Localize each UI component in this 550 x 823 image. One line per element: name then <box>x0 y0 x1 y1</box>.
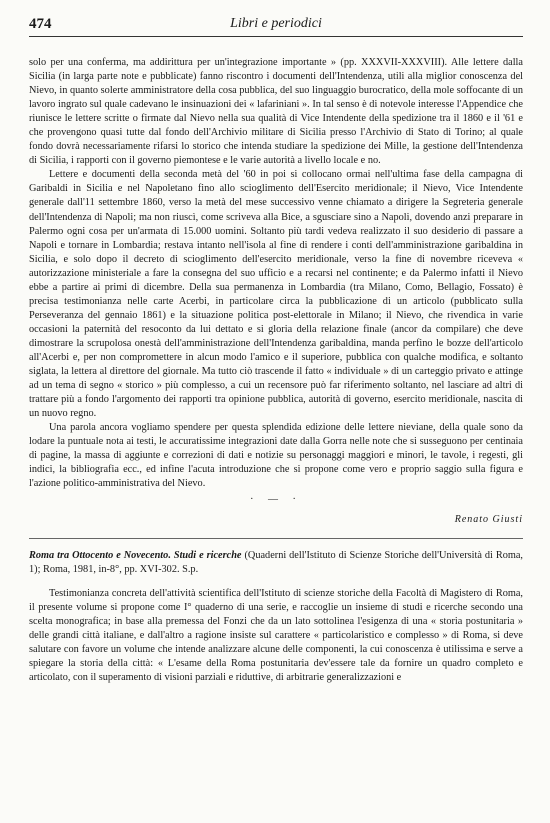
review2-paragraph-1: Testimonianza concreta dell'attività scientifica dell'Istituto di scienze storiche della Facoltà di Magistero di Roma, il presente volume si propone come I° quaderno di una serie, e raccoglie un insieme di studi e ricerche secondo una scelta monografica; in base alla premessa del Fonzi che da un lato sottolinea l'esigenza di una « storia postunitaria » delle grandi città italiane, e dall'altro a ragione insiste sul carattere « particolaristico e complesso » di Roma, si deve salutare con favore un volume che intende analizzare alcune delle componenti, la cui conoscenza è utilissima e serve a spiegare la storia della città: « L'esame della Roma postunitaria dev'essere tale da fornire un quadro completo e articolato, con il superamento di visioni parziali e riduttive, di arbitrarie generalizzazioni e <box>29 587 523 683</box>
review1-paragraph-1: solo per una conferma, ma addirittura per un'integrazione importante » (pp. XXXVII-XXXVIII). Alle lettere dalla Sicilia (in larga parte note e pubblicate) fanno riscontro i documenti dell'Intendenza, utili alla miglior conoscenza del Nievo, in quanto solerte amministratore della cosa pubblica, del suo linguaggio burocratico, della mole soffocante di un lavoro ingrato sul quale cadevano le insinuazioni dei « lafariniani ». In tal senso è di notevole interesse l'Appendice che riunisce le lettere scritte o firmate dal Nievo nella sua qualità di Vice Intendente della spedizione tra il 1860 e il '61 e che provengono quasi tutte dal fondo dell'Archivio militare di Sicilia presso l'Archivio di Stato di Torino; al quale fondo dovrà necessariamente rifarsi lo storico che intenda studiare la spedizione dei Mille, la gestione dell'Intendenza di Sicilia, i rapporti con il governo piemontese e le varie autorità a livello locale e no. <box>29 57 523 167</box>
page-number: 474 <box>29 16 52 32</box>
review2-title: Roma tra Ottocento e Novecento. Studi e ricerche <box>29 549 242 561</box>
page-header <box>29 10 523 37</box>
page-body <box>29 56 523 685</box>
review1-paragraph-2: Lettere e documenti della seconda metà del '60 in poi si collocano ormai nell'ultima fase della campagna di Garibaldi in Sicilia e nel Napoletano fino allo scioglimento dell'Esercito meridionale; il Nievo, Vice Intendente generale dall'11 settembre 1860, verso la metà del mese successivo venne chiamato a dirigere la Segreteria generale dell'Intendenza di Napoli; ma non riuscì, come scriveva alla Bice, a sgusciare sino a Napoli, dovendo anzi preparare in Palermo ogni cosa per un'armata di 15.000 uomini. Soltanto più tardi vedeva realizzato il suo desiderio di passare a Napoli e tornare in Lombardia; restava intanto nell'isola al fine di rendere i conti dell'amministrazione garibaldina in Sicilia, e solo dopo il decreto di scioglimento dell'esercito meridionale, verso la fine di novembre riceveva « autorizzazione ministeriale a fare la consegna del suo ufficio e a recarsi nel continente; e da Palermo infatti il Nievo ebbe a partire ai primi di dicembre. Della sua permanenza in Lombardia (tra Milano, Como, Bellagio, Fossato) è precisa testimonianza nelle carte Acerbi, in particolare circa la pubblicazione di un articolo (pubblicato sulla Perseveranza del gennaio 1861) e la situazione politica post-elettorale in Milano; il Nievo, che rivendica in varie occasioni la paternità del resoconto da lui dettato e si gloria della relazione finale (ancor da compilare) che deve dimostrare la scrupolosa onestà dell'amministrazione dell'Intendenza garibaldina, manda perfino le bozze dell'articolo all'Acerbi e, per non compromettere in alcun modo l'amico e il superiore, pubblica con qualche modifica, e soltanto siglata, la lettera al direttore del giornale. Ma tutto ciò trascende il fatto « individuale » di un carteggio privato e attinge ad un tema di segno « storico » più complesso, a cui un recensore può far riferimento soltanto, nel lasciare ad altri di trattare più a fondo l'argomento dei rapporti tra opinione pubblica, autorità di governo, esercito meridionale, nascita di un nuovo regno. <box>29 169 523 420</box>
running-head: Libri e periodici <box>230 16 322 31</box>
review1-paragraph-3: Una parola ancora vogliamo spendere per questa splendida edizione delle lettere nieviane, della quale sono da lodare la puntuale nota ai testi, le accuratissime integrazioni date dalla Gorra nelle note che si susseguono per centinaia di pagine, la massa di aggiunte e correzioni di dati e notizie su personaggi maggiori e minori, le tavole, i regesti, gli indici, la bibliografia ecc., ed infine l'acuta introduzione che si propone come vero e proprio saggio sulla figura e l'azione politico-amministrativa del Nievo. <box>29 422 523 490</box>
review2-heading <box>29 549 523 577</box>
review2-details: (Quaderni dell'Istituto di Scienze Storiche dell'Università di Roma, 1); Roma, 1981, in-8°, pp. XVI-302. S.p. <box>29 549 523 575</box>
reviewer-signature: Renato Giusti <box>454 514 523 526</box>
section-divider <box>29 538 523 539</box>
spacer <box>29 577 523 587</box>
section-ornament: · — · <box>250 494 302 506</box>
